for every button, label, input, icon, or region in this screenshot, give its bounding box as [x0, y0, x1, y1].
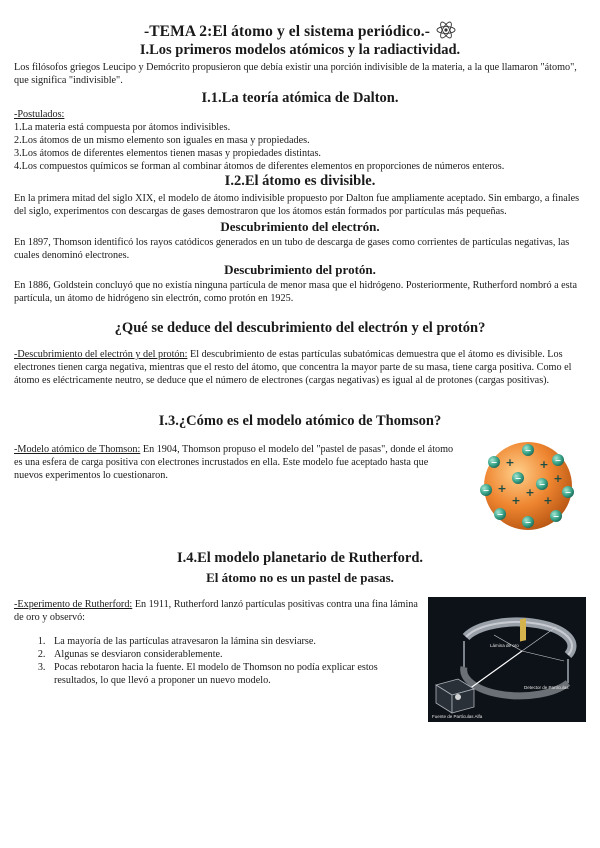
- thomson-paragraph: [14, 443, 456, 482]
- thomson-label: -Modelo atómico de Thomson:: [14, 444, 141, 455]
- rutherford-label: -Experimento de Rutherford:: [14, 599, 133, 610]
- section-1-3-heading: I.3.¿Cómo es el modelo atómico de Thomson?: [158, 413, 442, 429]
- source-label: Fuente de Partículas Alfa: [432, 714, 483, 719]
- electron-charge: −: [490, 458, 498, 467]
- positive-charge: +: [497, 482, 507, 495]
- section-1-2-text: En la primera mitad del siglo XIX, el modelo de átomo indivisible propuesto por Dalton fue ampliamente aceptado. Sin embargo, a finales del siglo, experimentos con descargas de gases demostraron que los átomos están formados por partículas más pequeñas.: [14, 193, 580, 217]
- electron-charge: −: [524, 446, 532, 455]
- electron-charge: −: [554, 456, 562, 465]
- electron-charge: −: [524, 518, 532, 527]
- section-1-4-heading: I.4.El modelo planetario de Rutherford.: [176, 550, 424, 566]
- thomson-text: En 1904, Thomson propuso el modelo del "pastel de pasas", donde el átomo es una esfera de carga positiva con electrones incrustados en ella. Este modelo fue aceptado hasta que nuevos experimentos lo cuestionaron.: [14, 444, 454, 481]
- proton-text: En 1886, Goldstein concluyó que no existía ninguna partícula de menor masa que el hidrógeno. Posteriormente, Rutherford nombró a esta partícula, un átomo de hidrógeno sin electrón, como protón en 1925.: [14, 280, 577, 304]
- positive-charge: +: [543, 494, 553, 507]
- electron-text: En 1897, Thomson identificó los rayos catódicos generados en un tubo de descarga de gases como corrientes de partículas negativas, las cuales denominó electrones.: [14, 237, 570, 261]
- question-heading: ¿Qué se deduce del descubrimiento del electrón y el protón?: [114, 320, 486, 336]
- foil-label: Lámina de oro: [490, 643, 519, 648]
- rutherford-paragraph: [14, 598, 419, 624]
- list-item: 3. Pocas rebotaron hacia la fuente. El modelo de Thomson no podía explicar estos resultados, lo que llevó a proponer un nuevo modelo.: [48, 661, 419, 687]
- rutherford-results: [14, 635, 419, 687]
- section-1-intro: Los filósofos griegos Leucipo y Demócrito propusieron que debía existir una porción indivisible de la materia, a la que llamaron "átomo", que significa "indivisible".: [14, 62, 577, 86]
- postulado-item: 1.La materia está compuesta por átomos indivisibles.: [14, 122, 231, 133]
- detector-label: Detector de Partículas: [524, 685, 569, 690]
- positive-charge: +: [505, 456, 515, 469]
- rutherford-experiment-image: [428, 597, 586, 722]
- electron-charge: −: [514, 474, 522, 483]
- section-1-heading: I.Los primeros modelos atómicos y la radiactividad.: [139, 42, 461, 58]
- question-label: -Descubrimiento del electrón y del protón:: [14, 349, 188, 360]
- list-item: 1. La mayoría de las partículas atravesaron la lámina sin desviarse.: [48, 635, 419, 648]
- section-1-4-subheading: El átomo no es un pastel de pasas.: [206, 570, 394, 585]
- electron-charge: −: [552, 512, 560, 521]
- positive-charge: +: [553, 472, 563, 485]
- thomson-model-image: [470, 436, 586, 536]
- postulado-item: 3.Los átomos de diferentes elementos tienen masas y propiedades distintas.: [14, 148, 321, 159]
- positive-charge: +: [525, 486, 535, 499]
- question-text: El descubrimiento de estas partículas subatómicas demuestra que el átomo es divisible. Los electrones tienen carga negativa, mientras que el resto del átomo, que concentra la mayor parte de su masa, tiene carga positiva. Como el átomo es eléctricamente neutro, se deduce que el número de electrones (cargas negativas) es igual al de protones (cargas positivas).: [14, 349, 572, 386]
- list-item: 2. Algunas se desviaron considerablemente.: [48, 648, 419, 661]
- section-1-1-heading: I.1.La teoría atómica de Dalton.: [201, 90, 399, 106]
- postulados-label: -Postulados:: [14, 109, 65, 120]
- electron-charge: −: [538, 480, 546, 489]
- positive-charge: +: [511, 494, 521, 507]
- electron-heading: Descubrimiento del electrón.: [220, 219, 380, 234]
- postulado-item: 2.Los átomos de un mismo elemento son iguales en masa y propiedades.: [14, 135, 310, 146]
- page-title-text: -TEMA 2:El átomo y el sistema periódico.-: [143, 23, 431, 41]
- postulado-item: 4.Los compuestos químicos se forman al combinar átomos de diferentes elementos en proporciones de números enteros.: [14, 161, 505, 172]
- question-paragraph: [14, 348, 586, 387]
- postulados-block: [14, 108, 586, 173]
- section-1-2-heading: I.2.El átomo es divisible.: [224, 173, 376, 189]
- proton-heading: Descubrimiento del protón.: [224, 262, 376, 277]
- rutherford-text: En 1911, Rutherford lanzó partículas positivas contra una fina lámina de oro y observó:: [14, 599, 418, 623]
- electron-charge: −: [564, 488, 572, 497]
- electron-charge: −: [482, 486, 490, 495]
- positive-charge: +: [539, 458, 549, 471]
- electron-charge: −: [496, 510, 504, 519]
